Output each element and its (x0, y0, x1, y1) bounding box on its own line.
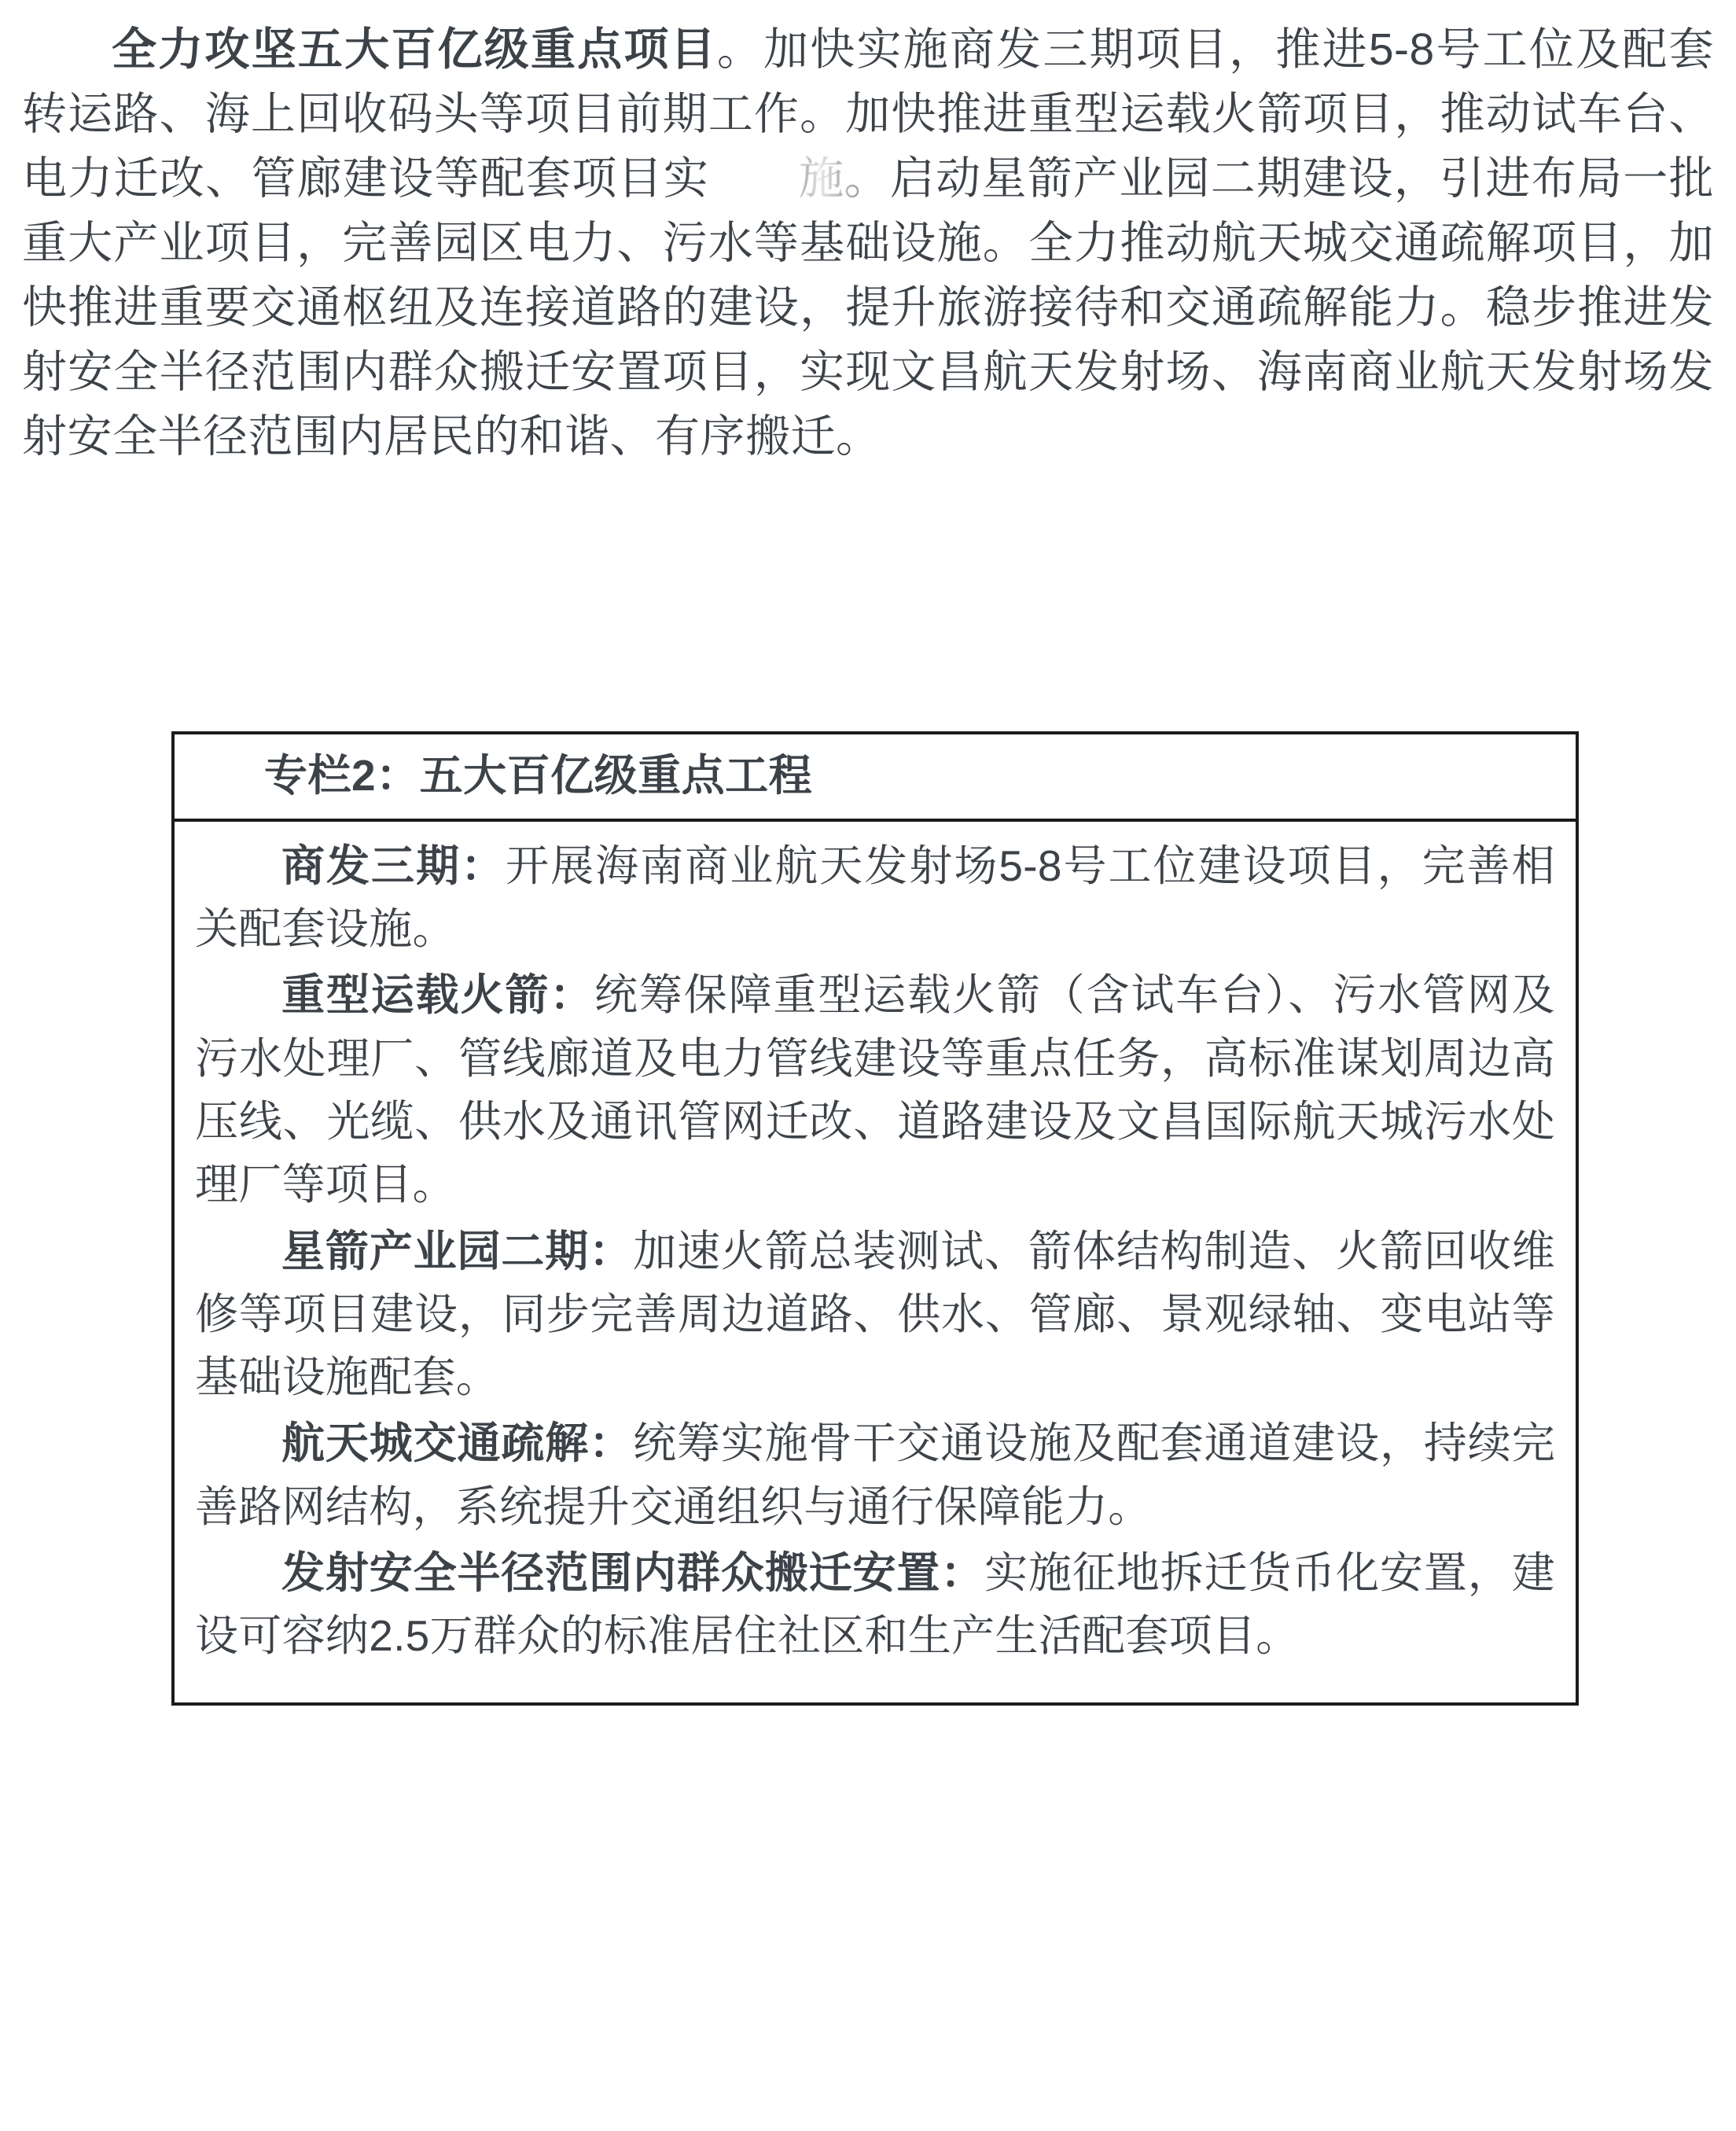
column-item-text: 开展海南商业航天发射场5-8号工位建设项目，完善相关配套设施。 (195, 841, 1555, 954)
column-item (195, 1411, 1555, 1538)
column-item-text: 实施征地拆迁货币化安置，建设可容纳2.5万群众的标准居住社区和生产生活配套项目。 (195, 1548, 1555, 1661)
column-item (195, 963, 1555, 1216)
column-item (195, 834, 1555, 961)
column-item-title: 重型运载火箭： (281, 970, 595, 1020)
column-item-title: 发射安全半径范围内群众搬迁安置： (281, 1548, 985, 1598)
intro-paragraph (0, 0, 1736, 469)
intro-lead-heading: 全力攻坚五大百亿级重点项目 (112, 24, 717, 75)
column-box-body (175, 822, 1576, 1702)
column-item-text: 统筹实施骨干交通设施及配套通道建设，持续完善路网结构，系统提升交通组织与通行保障能力。 (195, 1419, 1555, 1531)
column-item-title: 星箭产业园二期： (281, 1226, 634, 1275)
column-item (195, 1220, 1555, 1409)
column-box (171, 731, 1579, 1706)
column-item-text: 统筹保障重型运载火箭（含试车台）、污水管网及污水处理厂、管线廊道及电力管线建设等重点任务，高标准谋划周边高压线、光缆、供水及通讯管网迁改、道路建设及文昌国际航天城污水处理厂等项目。 (195, 970, 1555, 1209)
column-item-title: 商发三期： (281, 841, 506, 890)
intro-body-first: 。加快实施商发三期项目，推进5-8号工位及配套转运路、海上回收码头等项目前期工作。加快推进重型运载火箭项目，推动试车台、电力迁改、管廊建设等配套项目实 (22, 24, 1715, 204)
column-box-title: 专栏2：五大百亿级重点工程 (264, 751, 813, 800)
glitched-text-artifact: 施。 (709, 146, 889, 211)
column-box-header (175, 734, 1576, 822)
column-item-text: 加速火箭总装测试、箭体结构制造、火箭回收维修等项目建设，同步完善周边道路、供水、管廊、景观绿轴、变电站等基础设施配套。 (195, 1226, 1555, 1402)
column-item-title: 航天城交通疏解： (281, 1419, 634, 1468)
intro-body-second: 启动星箭产业园二期建设，引进布局一批重大产业项目，完善园区电力、污水等基础设施。全力推动航天城交通疏解项目，加快推进重要交通枢纽及连接道路的建设，提升旅游接待和交通疏解能力。稳步推进发射安全半径范围内群众搬迁安置项目，实现文昌航天发射场、海南商业航天发射场发射安全半径范围内居民的和谐、有序搬迁。 (22, 153, 1715, 462)
column-item (195, 1541, 1555, 1668)
